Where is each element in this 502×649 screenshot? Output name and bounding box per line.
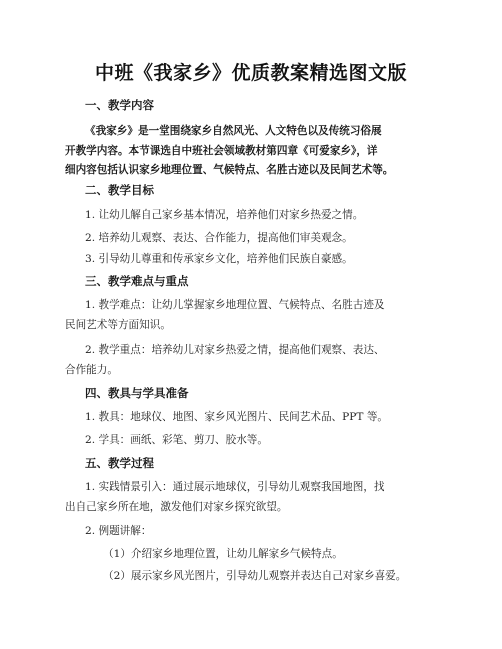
paragraph-line: 细内容包括认识家乡地理位置、气候特点、名胜古迹以及民间艺术等。 [65, 164, 394, 176]
list-item: 1. 教具：地球仪、地图、家乡风光图片、民间艺术品、PPT 等。 [85, 411, 389, 423]
list-item: 2. 教学重点：培养幼儿对家乡热爱之情，提高他们观察、表达、 [85, 344, 385, 356]
list-item-continuation: 合作能力。 [65, 364, 118, 376]
list-item: 2. 例题讲解： [85, 525, 152, 537]
section-heading-difficulties: 三、教学难点与重点 [85, 274, 189, 288]
list-item-continuation: 出自己家乡所在地，激发他们对家乡探究欲望。 [65, 501, 288, 513]
section-heading-teaching-goals: 二、教学目标 [85, 183, 154, 197]
section-heading-teaching-content: 一、教学内容 [85, 98, 154, 112]
list-item: 1. 教学难点：让幼儿掌握家乡地理位置、气候特点、名胜古迹及 [85, 299, 385, 311]
list-item: 2. 学具：画纸、彩笔、剪刀、胶水等。 [85, 434, 268, 446]
list-item: 1. 实践情景引入：通过展示地球仪，引导幼儿观察我国地图，找 [85, 481, 385, 493]
paragraph-line: 开教学内容。本节课选自中班社会领域教材第四章《可爱家乡》，详 [65, 145, 378, 157]
document-title: 中班《我家乡》优质教案精选图文版 [94, 62, 407, 84]
list-item: 3. 引导幼儿尊重和传承家乡文化，培养他们民族自豪感。 [85, 253, 353, 265]
paragraph-line: 《我家乡》是一堂围绕家乡自然风光、人文特色以及传统习俗展 [85, 125, 382, 137]
section-heading-teaching-process: 五、教学过程 [85, 456, 154, 470]
section-heading-materials: 四、教具与学具准备 [85, 386, 189, 400]
list-item: 1. 让幼儿解自己家乡基本情况，培养他们对家乡热爱之情。 [85, 209, 364, 221]
list-item: 2. 培养幼儿观察、表达、合作能力，提高他们审美观念。 [85, 232, 353, 244]
list-item-continuation: 民间艺术等方面知识。 [65, 319, 171, 331]
sub-list-item: （1）介绍家乡地理位置，让幼儿解家乡气候特点。 [103, 548, 343, 560]
sub-list-item: （2）展示家乡风光图片，引导幼儿观察并表达自己对家乡喜爱。 [103, 570, 407, 582]
